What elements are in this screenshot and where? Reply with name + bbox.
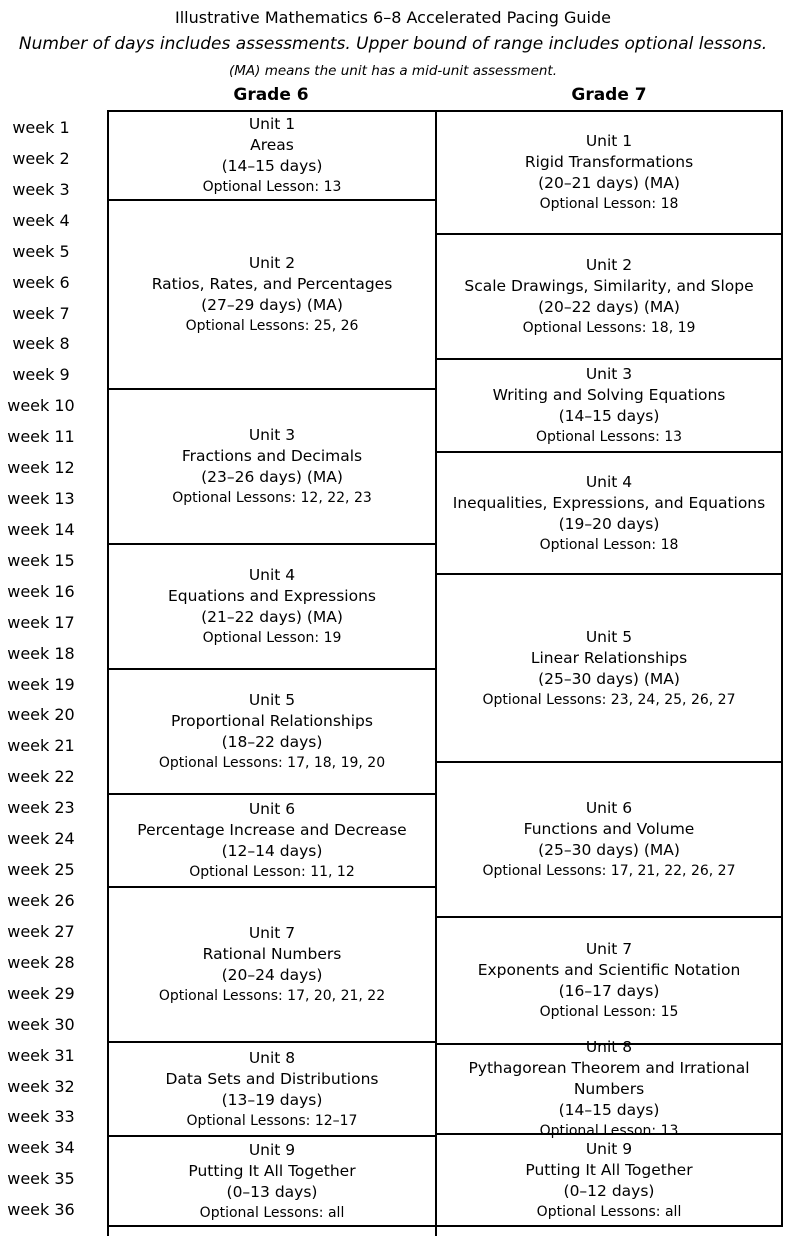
unit-name: Functions and Volume (523, 820, 695, 838)
unit-label: Unit 5 (585, 627, 633, 646)
pacing-table (107, 110, 783, 1227)
unit-days: (14–15 days) (558, 1101, 660, 1119)
week-label: week 4 (12, 210, 70, 230)
unit-optional: Optional Lessons: 17, 21, 22, 26, 27 (482, 863, 736, 879)
unit-label: Unit 4 (585, 472, 633, 491)
unit-days: (20–22 days) (MA) (538, 298, 680, 316)
grade6-unit-4-cell (109, 545, 435, 670)
week-label: week 1 (12, 118, 70, 137)
unit-label: Unit 2 (585, 256, 633, 274)
grade6-unit-8-cell (109, 1043, 435, 1137)
unit-label: Unit 6 (248, 800, 296, 818)
unit-days: (19–20 days) (558, 514, 660, 533)
week-label: week 11 (7, 427, 75, 447)
unit-name: Writing and Solving Equations (492, 386, 726, 404)
grade7-unit-8-cell (437, 1038, 781, 1139)
week-label: week 5 (12, 241, 70, 261)
unit-optional: Optional Lesson: 11, 12 (189, 864, 355, 880)
grade7-column-header: Grade 7 (571, 85, 647, 105)
unit-optional: Optional Lesson: 13 (202, 179, 342, 195)
week-label: week 22 (7, 767, 75, 787)
unit-days: (14–15 days) (221, 157, 323, 175)
grade7-unit-2-cell (437, 235, 781, 360)
unit-days: (14–15 days) (558, 407, 660, 425)
unit-label: Unit 9 (248, 1140, 296, 1159)
unit-name: Equations and Expressions (168, 587, 376, 605)
unit-days: (20–21 days) (MA) (538, 174, 680, 192)
unit-optional: Optional Lessons: 18, 19 (522, 320, 696, 336)
grade6-unit-3-cell (109, 390, 435, 545)
grade6-unit-7-cell (109, 888, 435, 1043)
week-label: week 32 (7, 1076, 75, 1096)
week-label: week 24 (7, 829, 75, 849)
unit-name: Rational Numbers (202, 945, 342, 963)
week-label: week 20 (7, 705, 75, 725)
week-label: week 19 (7, 674, 75, 694)
unit-label: Unit 6 (585, 799, 633, 817)
grade7-unit-5-cell (437, 575, 781, 763)
unit-optional: Optional Lessons: all (536, 1203, 682, 1220)
unit-days: (13–19 days) (221, 1090, 323, 1109)
week-label: week 13 (7, 489, 75, 509)
week-label: week 12 (7, 458, 75, 478)
unit-name: Fractions and Decimals (181, 447, 363, 465)
unit-days: (21–22 days) (MA) (201, 608, 343, 626)
unit-optional: Optional Lesson: 18 (539, 196, 679, 212)
grade6-unit-2-cell (109, 201, 435, 390)
unit-label: Unit 2 (248, 254, 296, 272)
week-label: week 21 (7, 736, 75, 756)
unit-name: Percentage Increase and Decrease (137, 821, 407, 839)
unit-label: Unit 3 (585, 365, 633, 383)
unit-optional: Optional Lessons: 12–17 (186, 1112, 358, 1129)
week-label: week 30 (7, 1014, 75, 1034)
col-grade7 (435, 112, 781, 1225)
unit-optional: Optional Lessons: 23, 24, 25, 26, 27 (482, 691, 736, 708)
week-label: week 2 (12, 148, 70, 168)
unit-optional: Optional Lessons: 17, 20, 21, 22 (158, 988, 386, 1004)
week-label: week 25 (7, 860, 75, 880)
week-label: week 35 (7, 1169, 75, 1189)
unit-label: Unit 1 (585, 132, 633, 150)
unit-optional: Optional Lessons: all (199, 1204, 345, 1221)
unit-label: Unit 7 (585, 940, 633, 958)
week-label: week 28 (7, 952, 75, 972)
unit-name: Exponents and Scientific Notation (477, 961, 741, 979)
unit-optional: Optional Lesson: 19 (202, 630, 342, 646)
col-grade6 (109, 112, 435, 1225)
unit-name: Linear Relationships (530, 648, 688, 667)
grade7-unit-1-cell (437, 112, 781, 235)
unit-days: (27–29 days) (MA) (201, 296, 343, 314)
table-left-border-stub (107, 1227, 109, 1236)
unit-label: Unit 4 (248, 566, 296, 584)
unit-name: Rigid Transformations (524, 153, 694, 171)
unit-days: (18–22 days) (221, 733, 323, 751)
unit-optional: Optional Lessons: 25, 26 (185, 318, 359, 334)
unit-label: Unit 5 (248, 691, 296, 709)
unit-label: Unit 3 (248, 426, 296, 444)
table-divider-border-stub (435, 1227, 437, 1236)
mid-unit-assessment-note: (MA) means the unit has a mid-unit assessment. (228, 63, 558, 79)
week-label: week 9 (12, 365, 70, 385)
grade6-column-header: Grade 6 (233, 85, 309, 105)
unit-name: Inequalities, Expressions, and Equations (452, 493, 766, 512)
grade6-unit-1-cell (109, 112, 435, 201)
grade7-unit-9-cell (437, 1135, 781, 1225)
week-label: week 33 (7, 1107, 75, 1127)
grade7-unit-3-cell (437, 360, 781, 453)
subtitle-note: Number of days includes assessments. Upper bound of range includes optional lessons. (18, 34, 768, 54)
week-label: week 14 (7, 519, 75, 539)
unit-days: (25–30 days) (MA) (538, 669, 680, 688)
unit-name: Putting It All Together (525, 1160, 693, 1179)
week-label: week 17 (7, 612, 75, 632)
grade6-unit-9-cell (109, 1137, 435, 1225)
grade7-unit-7-cell (437, 918, 781, 1045)
grade6-unit-5-cell (109, 670, 435, 795)
unit-name: Scale Drawings, Similarity, and Slope (464, 277, 754, 295)
grade7-unit-6-cell (437, 763, 781, 918)
unit-optional: Optional Lesson: 18 (539, 536, 679, 553)
unit-label: Unit 1 (248, 115, 296, 133)
unit-name: Ratios, Rates, and Percentages (151, 275, 393, 293)
unit-name: Pythagorean Theorem and Irrational Numbers (468, 1059, 750, 1098)
unit-optional: Optional Lesson: 13 (539, 1123, 679, 1139)
week-label: week 10 (7, 396, 75, 416)
unit-days: (23–26 days) (MA) (201, 468, 343, 486)
page-title: Illustrative Mathematics 6–8 Accelerated Pacing Guide (175, 8, 611, 27)
unit-label: Unit 8 (585, 1038, 633, 1056)
unit-optional: Optional Lessons: 12, 22, 23 (172, 490, 372, 506)
week-label: week 26 (7, 891, 75, 910)
week-label: week 34 (7, 1138, 75, 1158)
week-label: week 29 (7, 983, 75, 1003)
week-label: week 3 (12, 179, 70, 199)
unit-name: Putting It All Together (188, 1161, 356, 1180)
week-label: week 7 (12, 303, 70, 323)
unit-days: (12–14 days) (221, 842, 323, 860)
unit-name: Data Sets and Distributions (165, 1069, 379, 1088)
grade6-unit-6-cell (109, 795, 435, 888)
grade7-unit-4-cell (437, 453, 781, 575)
week-label: week 18 (7, 643, 75, 663)
week-label: week 23 (7, 798, 75, 818)
week-label: week 16 (7, 581, 75, 601)
unit-days: (16–17 days) (558, 982, 660, 1000)
week-label: week 36 (7, 1200, 75, 1220)
unit-label: Unit 7 (248, 924, 296, 942)
unit-name: Proportional Relationships (171, 712, 373, 730)
unit-label: Unit 9 (585, 1139, 633, 1158)
week-label: week 8 (12, 334, 70, 354)
week-label: week 15 (7, 550, 75, 570)
unit-days: (25–30 days) (MA) (538, 841, 680, 859)
unit-label: Unit 8 (248, 1048, 296, 1067)
unit-optional: Optional Lessons: 17, 18, 19, 20 (158, 755, 386, 771)
unit-days: (0–12 days) (563, 1181, 655, 1200)
unit-days: (0–13 days) (226, 1182, 318, 1201)
week-label: week 27 (7, 921, 75, 941)
unit-optional: Optional Lessons: 13 (535, 429, 683, 445)
unit-optional: Optional Lesson: 15 (539, 1004, 679, 1020)
unit-days: (20–24 days) (221, 966, 323, 984)
unit-name: Areas (250, 136, 294, 154)
week-label: week 31 (7, 1045, 75, 1065)
week-label: week 6 (12, 272, 70, 292)
week-gutter (0, 0, 107, 1236)
